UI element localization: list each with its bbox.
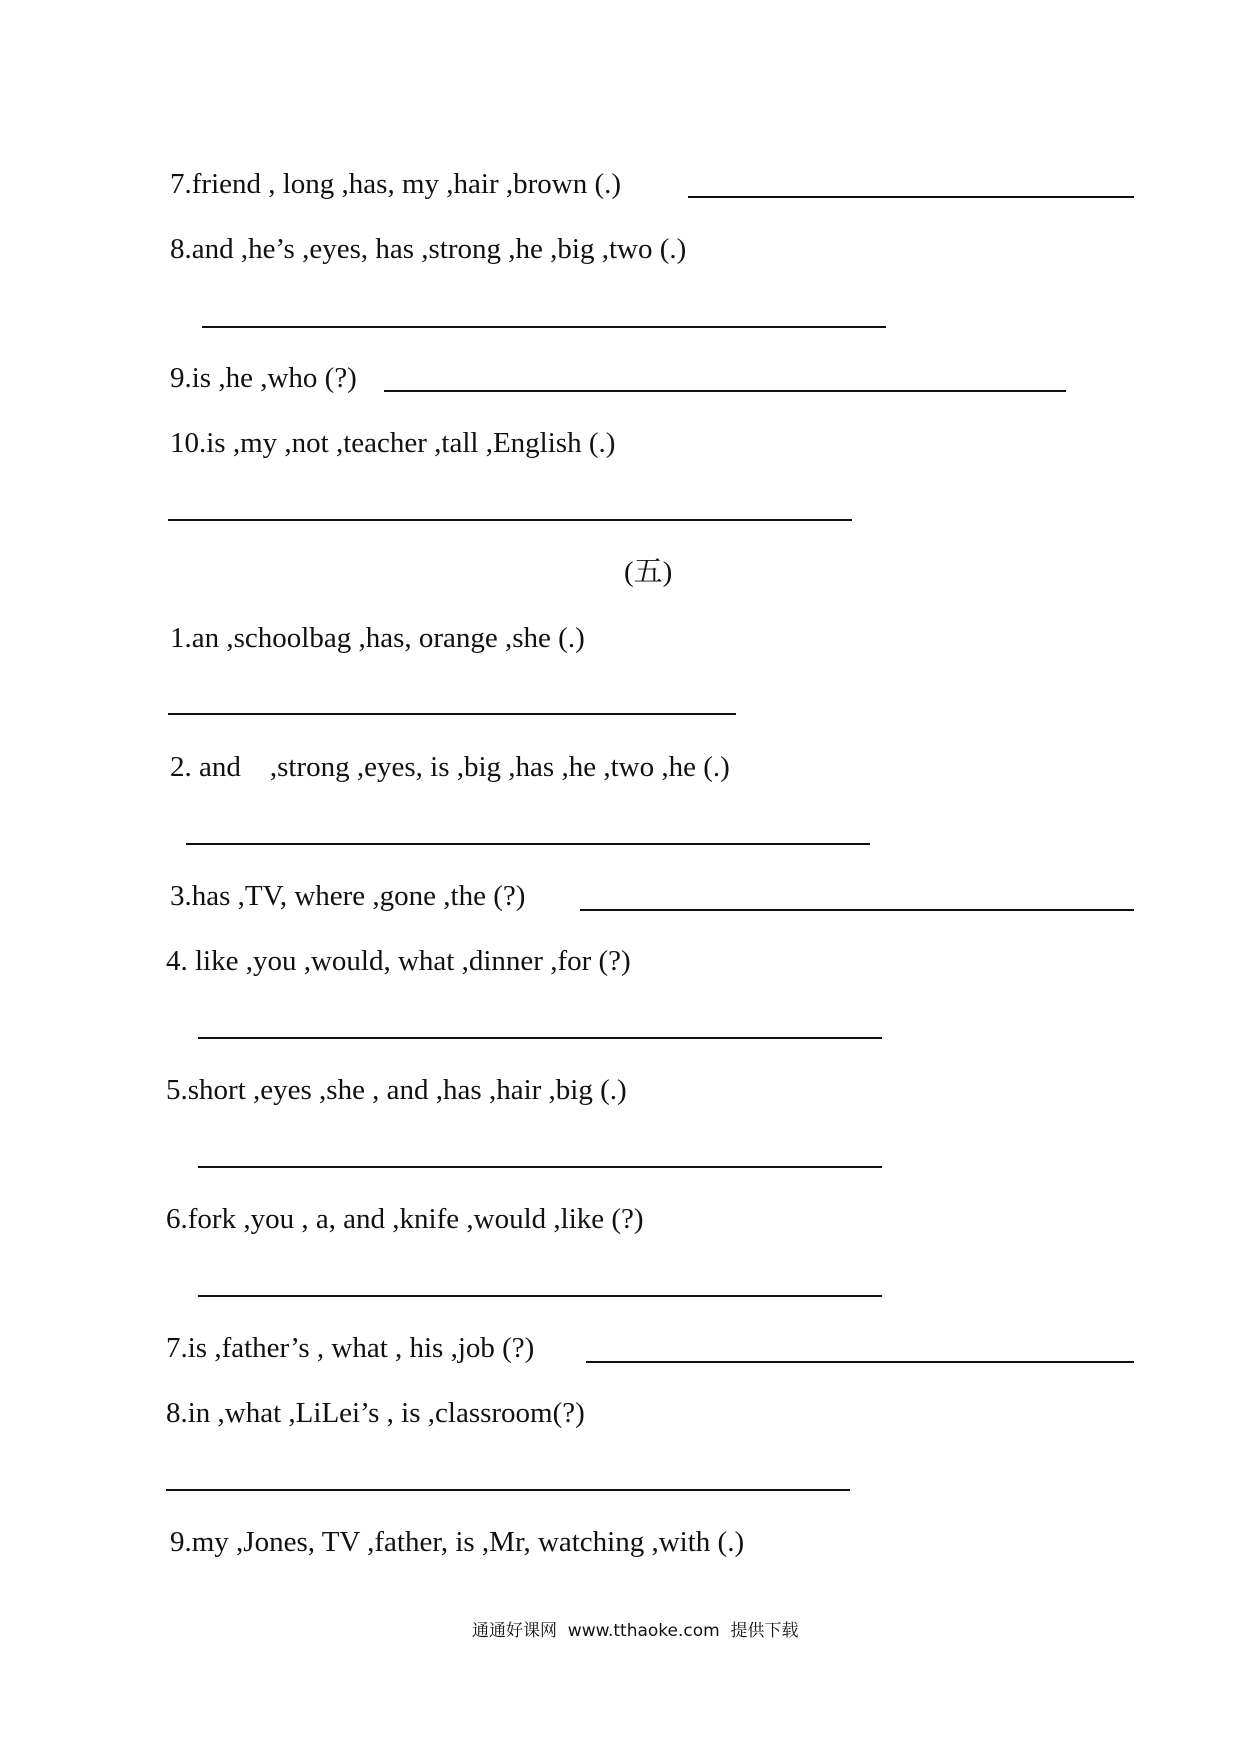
- footer-text: 通通好课网 www.tthaoke.com 提供下载: [472, 1621, 799, 1641]
- section5-question-4-text: 4. like ,you ,would, what ,dinner ,for (?): [166, 945, 631, 977]
- section5-question-3-text: 3.has ,TV, where ,gone ,the (?): [170, 880, 526, 912]
- section5-question-2-text: 2. and ,strong ,eyes, is ,big ,has ,he ,two ,he (.): [170, 751, 730, 783]
- section5-answer-line-1[interactable]: [168, 713, 736, 715]
- question-10-text: 10.is ,my ,not ,teacher ,tall ,English (.): [170, 427, 616, 459]
- answer-line-8[interactable]: [202, 326, 886, 328]
- section5-question-7-text: 7.is ,father’s , what , his ,job (?): [166, 1332, 535, 1364]
- answer-line-7[interactable]: [688, 196, 1134, 198]
- section5-answer-line-8[interactable]: [166, 1489, 850, 1491]
- section5-question-5-text: 5.short ,eyes ,she , and ,has ,hair ,big (.): [166, 1074, 627, 1106]
- section5-question-6-text: 6.fork ,you , a, and ,knife ,would ,like (?): [166, 1203, 644, 1235]
- answer-line-9[interactable]: [384, 390, 1066, 392]
- section5-answer-line-4[interactable]: [198, 1037, 882, 1039]
- section5-answer-line-6[interactable]: [198, 1295, 882, 1297]
- section5-answer-line-3[interactable]: [580, 909, 1134, 911]
- section5-question-1-text: 1.an ,schoolbag ,has, orange ,she (.): [170, 622, 585, 654]
- section5-answer-line-5[interactable]: [198, 1166, 882, 1168]
- section5-question-8-text: 8.in ,what ,LiLei’s , is ,classroom(?): [166, 1397, 585, 1429]
- section-heading: (五): [624, 556, 673, 588]
- question-7-text: 7.friend , long ,has, my ,hair ,brown (.): [170, 168, 622, 200]
- question-8-text: 8.and ,he’s ,eyes, has ,strong ,he ,big ,two (.): [170, 233, 687, 265]
- section5-question-9-text: 9.my ,Jones, TV ,father, is ,Mr, watching ,with (.): [170, 1526, 745, 1558]
- answer-line-10[interactable]: [168, 519, 852, 521]
- question-9-text: 9.is ,he ,who (?): [170, 362, 357, 394]
- section5-answer-line-2[interactable]: [186, 843, 870, 845]
- section5-answer-line-7[interactable]: [586, 1361, 1134, 1363]
